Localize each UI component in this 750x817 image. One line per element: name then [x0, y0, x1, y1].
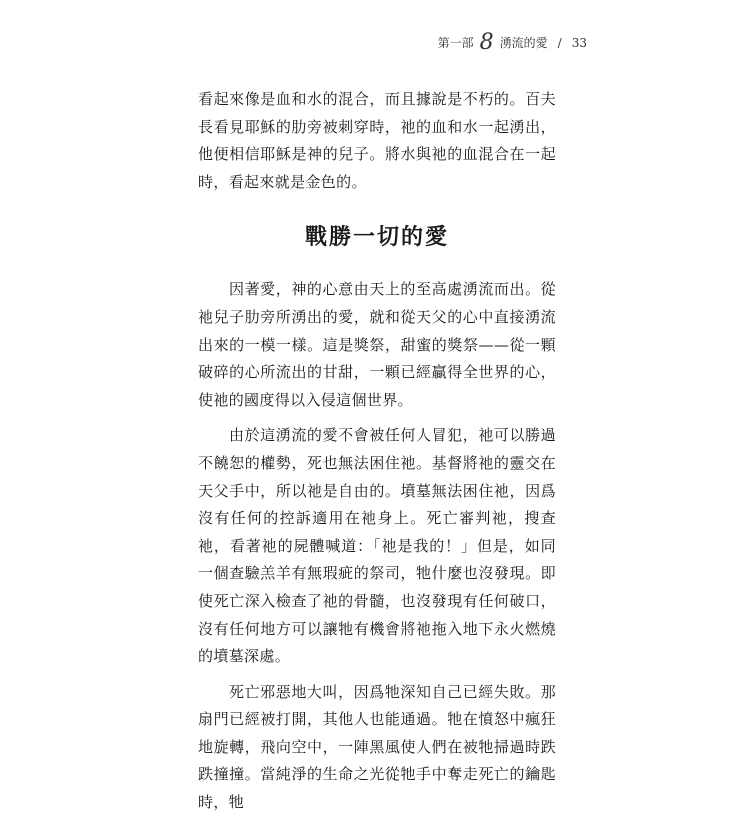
header-chapter-title: 湧流的愛 — [499, 36, 548, 50]
paragraph-3: 死亡邪惡地大叫，因爲牠深知自己已經失敗。那扇門已經被打開，其他人也能通過。牠在憤怒中瘋狂地旋轉，飛向空中，一陣黑風使人們在被牠掃過時跌跌撞撞。當純淨的生命之光從牠手中奪走死亡的鑰匙時，牠 — [198, 682, 556, 812]
running-header — [437, 30, 587, 55]
paragraph-continuation: 看起來像是血和水的混合，而且據說是不朽的。百夫長看見耶穌的肋旁被刺穿時，祂的血和水一起湧出，他便相信耶穌是神的兒子。將水與祂的血混合在一起時，看起來就是金色的。 — [198, 90, 556, 191]
header-part-label: 第一部 — [437, 36, 474, 50]
page-body — [198, 86, 556, 817]
section-heading: 戰勝一切的愛 — [304, 224, 449, 251]
paragraph-gap — [198, 671, 556, 679]
paragraph-2: 由於這湧流的愛不會被任何人冒犯，祂可以勝過不饒恕的權勢，死也無法困住祂。基督將祂的靈交在天父手中，所以祂是自由的。墳墓無法困住祂，因爲沒有任何的控訴適用在祂身上。死亡審判祂，搜查祂，看著祂的屍體喊道：「祂是我的！」但是，如同一個查驗羔羊有無瑕疵的祭司，牠什麼也沒發現。即使死亡深入檢查了祂的骨髓，也沒發現有任何破口，沒有任何地方可以讓牠有機會將祂拖入地下永火燃燒的墳墓深處。 — [198, 426, 556, 666]
header-page-number: 33 — [571, 36, 587, 50]
header-chapter-number: 8 — [479, 30, 494, 55]
paragraph-1: 因著愛，神的心意由天上的至高處湧流而出。從祂兒子肋旁所湧出的愛，就和從天父的心中直接湧流出來的一模一樣。這是獎祭，甜蜜的獎祭——從一顆破碎的心所流出的甘甜，一顆已經贏得全世界的心，使祂的國度得以入侵這個世界。 — [198, 280, 556, 409]
header-separator: / — [557, 36, 562, 50]
paragraph-gap — [198, 414, 556, 422]
